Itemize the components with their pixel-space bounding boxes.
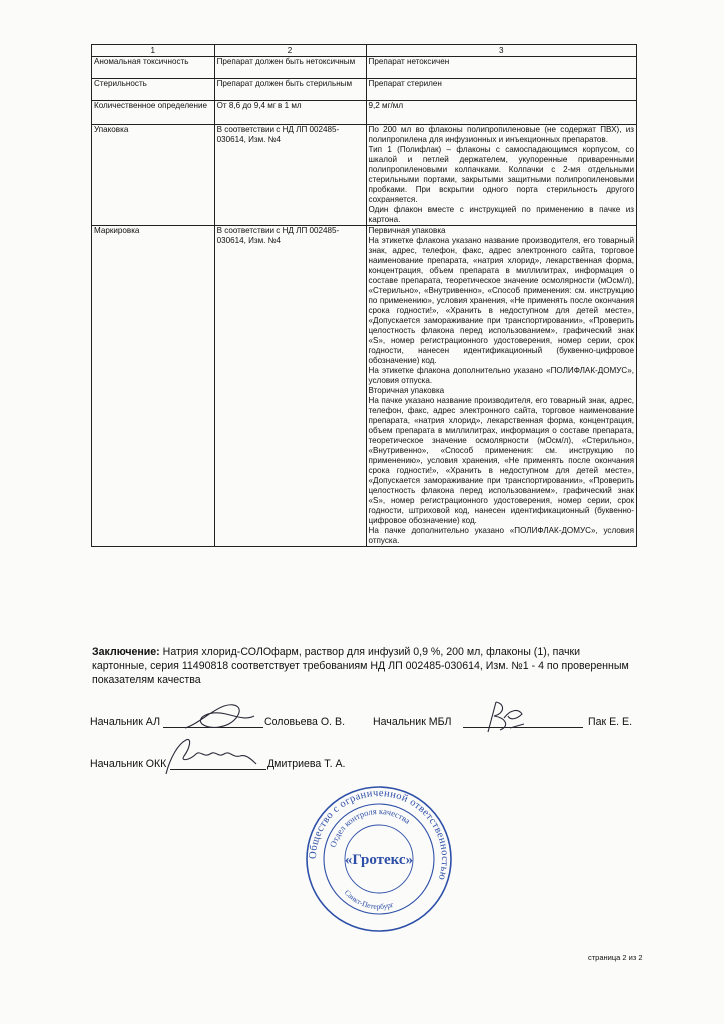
requirement-cell: В соответствии с НД ЛП 002485-030614, Изм. №4 <box>214 226 366 547</box>
result-cell: Препарат нетоксичен <box>366 57 637 79</box>
signature-title-al: Начальник АЛ <box>90 716 161 728</box>
requirement-cell: Препарат должен быть нетоксичным <box>214 57 366 79</box>
requirement-cell: От 8,6 до 9,4 мг в 1 мл <box>214 101 366 125</box>
handwritten-signature-okk <box>160 734 260 778</box>
labeling-text: На пачке указано название производителя, его товарный знак, адрес, телефон, факс, адрес электронного сайта, торговое наименование препарата, «натрия хлорид», лекарственная форма, концентрация, объем препарата в миллилитрах, информация о составе препарата, теоретическое значение осмолярности (мОсм/л), «Стерильно», «Внутривенно», «Способ применения: см. инструкцию по применению», условия хранения, «Не применять после окончания срока годности!», «Хранить в недоступном для детей месте», «Допускается замораживание при транспортировании», «Проверить целостность флакона перед использованием», графический знак «S», номер регистрационного удостоверения, номер серии, срок годности, штриховой код, нанесен идентификационный (буквенно-цифровое обозначение) код. <box>368 396 634 525</box>
table-row <box>92 101 637 125</box>
indicator-cell: Стерильность <box>92 79 215 101</box>
indicator-cell: Маркировка <box>92 226 215 547</box>
company-stamp <box>304 784 454 934</box>
packaging-text: По 200 мл во флаконы полипропиленовые (не содержат ПВХ), из полипропилена для инфузионных и инъекционных препаратов. <box>368 125 634 144</box>
signature-name-al: Соловьева О. В. <box>264 716 346 728</box>
indicator-cell: Количественное определение <box>92 101 215 125</box>
labeling-text: На этикетке флакона указано название производителя, его товарный знак, адрес, телефон, факс, адрес электронного сайта, торговое наименование препарата, «натрия хлорид», лекарственная форма, концентрация, объем препарата в миллилитрах, информация о составе препарата, теоретическое значение осмолярности (мОсм/л), «Стерильно», «Внутривенно», «Способ применения: см. инструкцию по применению», условия хранения, «Не применять после окончания срока годности!», «Хранить в недоступном для детей месте», «Допускается замораживание при транспортировании», «Проверить целостность флакона перед использованием», графический знак «S», номер регистрационного удостоверения, номер серии, срок годности, нанесен идентификационный (буквенно-цифровое обозначение) код. <box>368 236 634 365</box>
table-row <box>92 226 637 547</box>
conclusion <box>92 645 637 687</box>
packaging-text: Один флакон вместе с инструкцией по применению в пачке из картона. <box>368 205 634 224</box>
requirement-cell: В соответствии с НД ЛП 002485-030614, Изм. №4 <box>214 125 366 226</box>
stamp-outer-text: Общество с ограниченной ответственностью <box>307 787 451 882</box>
signature-title-okk: Начальник ОКК <box>90 758 167 770</box>
indicator-cell: Аномальная токсичность <box>92 57 215 79</box>
result-cell: Препарат стерилен <box>366 79 637 101</box>
signature-title-mbl: Начальник МБЛ <box>373 716 452 728</box>
stamp-center-text: «Гротекс» <box>344 852 414 868</box>
table-row <box>92 79 637 101</box>
result-cell <box>366 226 637 547</box>
column-header-2: 2 <box>214 45 366 57</box>
signature-name-okk: Дмитриева Т. А. <box>267 758 346 770</box>
packaging-text: Тип 1 (Полифлак) – флаконы с самоспадающимся корпусом, со шкалой и петлей держателем, укупоренные приваренными полипропиленовыми колпачками. Колпачки с 2-мя отдельными стерильными портами, закрытыми защитными полипропиленовыми пробками. При вскрытии одного порта стерильность другого сохраняется. <box>368 145 634 204</box>
result-cell: 9,2 мг/мл <box>366 101 637 125</box>
labeling-text: На пачке дополнительно указано «ПОЛИФЛАК-ДОМУС», условия отпуска. <box>368 526 634 545</box>
page-number: страница 2 из 2 <box>588 953 643 962</box>
conclusion-text: Натрия хлорид-СОЛОфарм, раствор для инфузий 0,9 %, 200 мл, флаконы (1), пачки картонные, серия 11490818 соответствует требованиям НД ЛП 002485-030614, Изм. №1 - 4 по проверенным показателям качества <box>92 646 629 686</box>
table-row <box>92 57 637 79</box>
conclusion-label: Заключение: <box>92 646 160 658</box>
handwritten-signature-mbl <box>480 698 526 736</box>
stamp-bottom-text: Санкт-Петербург <box>342 887 395 912</box>
table-header-row <box>92 45 637 57</box>
subheading: Вторичная упаковка <box>368 386 445 395</box>
column-header-1: 1 <box>92 45 215 57</box>
table-row <box>92 125 637 226</box>
stamp-inner-text: Отдел контроля качества <box>327 805 413 849</box>
subheading: Первичная упаковка <box>368 226 446 235</box>
handwritten-signature-al <box>180 698 260 738</box>
requirement-cell: Препарат должен быть стерильным <box>214 79 366 101</box>
spec-table <box>91 44 637 547</box>
signature-name-mbl: Пак Е. Е. <box>588 716 633 728</box>
labeling-text: На этикетке флакона дополнительно указано «ПОЛИФЛАК-ДОМУС», условия отпуска. <box>368 366 634 385</box>
result-cell <box>366 125 637 226</box>
indicator-cell: Упаковка <box>92 125 215 226</box>
column-header-3: 3 <box>366 45 637 57</box>
